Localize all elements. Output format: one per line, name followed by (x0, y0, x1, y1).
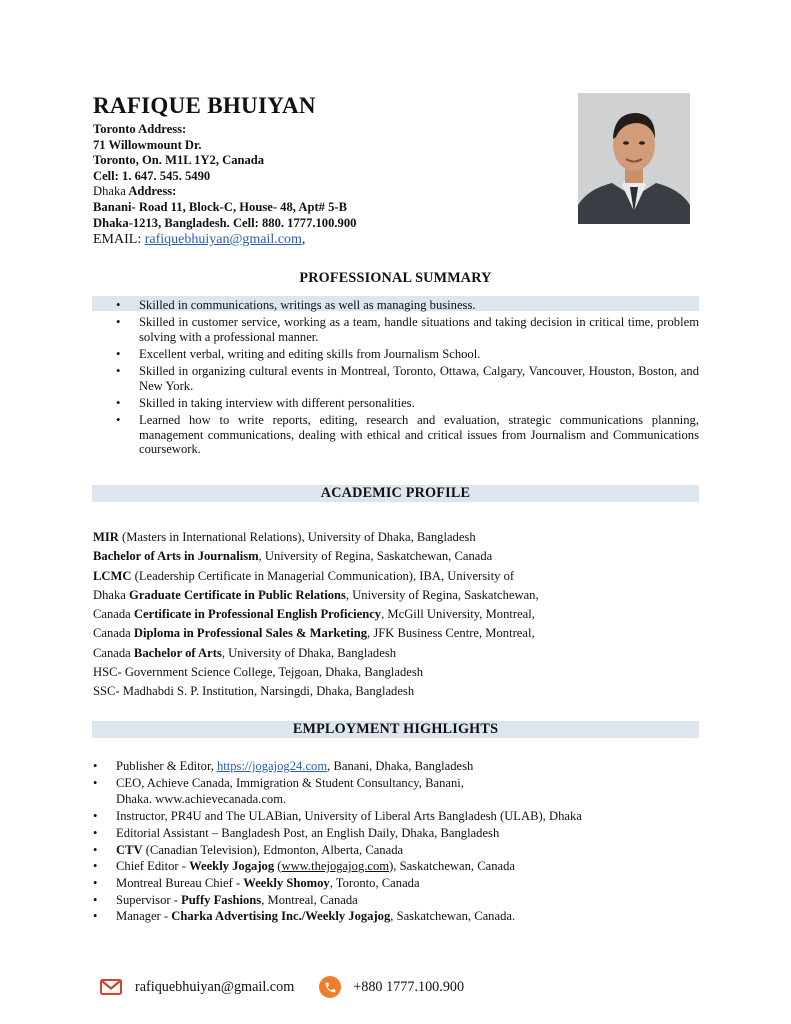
employer: Charka Advertising Inc./Weekly Jogajog (171, 909, 391, 924)
job-text: ), Saskatchewan, Canada (389, 859, 515, 874)
job-text: , Toronto, Canada (329, 875, 420, 890)
list-item: • Excellent verbal, writing and editing skills from Journalism School. (92, 347, 699, 362)
thejogajog-link[interactable]: www.thejogajog.com (281, 859, 390, 874)
academic-line (93, 528, 613, 547)
degree-detail: , University of Dhaka, Bangladesh (221, 645, 397, 660)
footer-phone[interactable] (294, 976, 464, 998)
degree: MIR (93, 530, 119, 544)
professional-summary-heading: PROFESSIONAL SUMMARY (299, 270, 492, 286)
degree: Graduate Certificate in Public Relations (129, 587, 346, 602)
toronto-address-line2: Toronto, On. M1L 1Y2, Canada (93, 153, 265, 168)
employment-highlights-heading: EMPLOYMENT HIGHLIGHTS (292, 721, 499, 737)
degree-detail: Canada (93, 607, 134, 622)
employer: Weekly Shomoy (243, 875, 330, 890)
list-item (92, 858, 712, 875)
academic-line (93, 644, 613, 663)
degree-detail: , McGill University, Montreal, (381, 607, 535, 622)
email-suffix: , (301, 232, 306, 248)
dhaka-address-line2: Dhaka-1213, Bangladesh. Cell: 880. 1777.100.900 (93, 215, 357, 230)
list-item: • Editorial Assistant – Bangladesh Post, an English Daily, Dhaka, Bangladesh (92, 825, 712, 842)
degree: Diploma in Professional Sales & Marketing (133, 626, 368, 641)
academic-list (93, 528, 613, 702)
degree: Bachelor of Arts (133, 645, 222, 660)
list-item (92, 758, 712, 775)
list-item: • Learned how to write reports, editing, research and evaluation, strategic communications planning, management communications, dealing with ethical and critical issues from Journalism and Communications coursework. (92, 413, 699, 457)
list-item: • Instructor, PR4U and The ULABian, University of Liberal Arts Bangladesh (ULAB), Dhaka (92, 808, 712, 825)
degree: LCMC (93, 568, 132, 583)
profile-photo (578, 93, 690, 224)
gmail-icon (100, 979, 122, 995)
dhaka-word: Dhaka (93, 184, 126, 199)
degree-detail: Canada (93, 645, 134, 660)
phone-icon (319, 976, 341, 998)
degree-detail: , JFK Business Centre, Montreal, (367, 626, 535, 641)
job-text: , Banani, Dhaka, Bangladesh (327, 759, 474, 773)
job-text: CEO, Achieve Canada, Immigration & Student Consultancy, Banani, (116, 775, 464, 790)
list-item: • Skilled in taking interview with different personalities. (92, 396, 699, 411)
email-line (93, 231, 563, 248)
toronto-address-line1: 71 Willowmount Dr. (93, 137, 202, 152)
academic-profile-heading: ACADEMIC PROFILE (320, 485, 471, 501)
academic-line: SSC- Madhabdi S. P. Institution, Narsingdi, Dhaka, Bangladesh (93, 684, 415, 699)
job-text: , Montreal, Canada (261, 892, 358, 907)
list-item (92, 875, 712, 892)
list-item (92, 892, 712, 909)
degree-detail: , University of Regina, Saskatchewan, Canada (258, 549, 493, 564)
candidate-name: RAFIQUE BHUIYAN (93, 93, 316, 118)
employment-list (92, 758, 712, 925)
footer-contact (100, 976, 464, 998)
address-word: Address: (125, 184, 177, 199)
list-item: • Skilled in customer service, working as a team, handle situations and taking decision in critical time, problem solving with a professional manner. (92, 315, 699, 344)
job-text: Publisher & Editor, (116, 759, 217, 773)
employer: Weekly Jogajog (189, 859, 275, 874)
job-text: Chief Editor - (116, 859, 190, 874)
degree-detail: Canada (93, 626, 134, 641)
footer-phone-text: +880 1777.100.900 (353, 978, 465, 995)
degree: Bachelor of Arts in Journalism (93, 549, 259, 564)
degree: Certificate in Professional English Proficiency (133, 607, 382, 622)
academic-line (93, 567, 613, 586)
degree-detail: , University of Regina, Saskatchewan, (345, 587, 539, 602)
contact-block (93, 122, 563, 248)
dhaka-address-label (93, 184, 563, 200)
list-item (92, 908, 712, 925)
job-text: , Saskatchewan, Canada. (390, 909, 516, 924)
degree-detail: (Leadership Certificate in Managerial Communication), IBA, University of (131, 568, 515, 583)
email-link[interactable]: rafiquebhuiyan@gmail.com (144, 232, 302, 248)
cell-phone: Cell: 1. 647. 545. 5490 (93, 168, 211, 183)
academic-line (93, 547, 613, 566)
list-item: • Skilled in communications, writings as well as managing business. (92, 298, 699, 313)
footer-email[interactable] (100, 979, 294, 996)
employer: Puffy Fashions (181, 892, 262, 907)
employer: CTV (116, 842, 143, 857)
academic-line (93, 624, 613, 643)
degree-detail: Dhaka (93, 587, 130, 602)
phone-handset-icon (324, 981, 337, 994)
dhaka-address-line1: Banani- Road 11, Block-C, House- 48, Apt# 5-B (93, 199, 348, 214)
email-label: EMAIL: (93, 232, 145, 248)
job-text: Manager - (116, 909, 172, 924)
job-text: Dhaka. www.achievecanada.com. (116, 792, 287, 807)
job-text: Montreal Bureau Chief - (116, 875, 244, 890)
list-item (92, 842, 712, 859)
job-text: ( (274, 859, 282, 874)
profile-photo-illustration (578, 93, 690, 224)
academic-line (93, 586, 613, 605)
footer-email-text: rafiquebhuiyan@gmail.com (135, 978, 295, 995)
summary-list (92, 298, 699, 460)
list-item (92, 775, 712, 808)
toronto-address-label: Toronto Address: (93, 122, 187, 136)
job-text: Supervisor - (116, 892, 182, 907)
academic-line: HSC- Government Science College, Tejgoan, Dhaka, Bangladesh (93, 665, 424, 680)
job-text: (Canadian Television), Edmonton, Alberta, Canada (142, 842, 404, 857)
degree-detail: (Masters in International Relations), University of Dhaka, Bangladesh (118, 530, 476, 544)
jogajog24-link[interactable]: https://jogajog24.com (216, 759, 328, 773)
list-item: • Skilled in organizing cultural events in Montreal, Toronto, Ottawa, Calgary, Vancouver, Houston, Boston, and New York. (92, 364, 699, 393)
academic-line (93, 605, 613, 624)
